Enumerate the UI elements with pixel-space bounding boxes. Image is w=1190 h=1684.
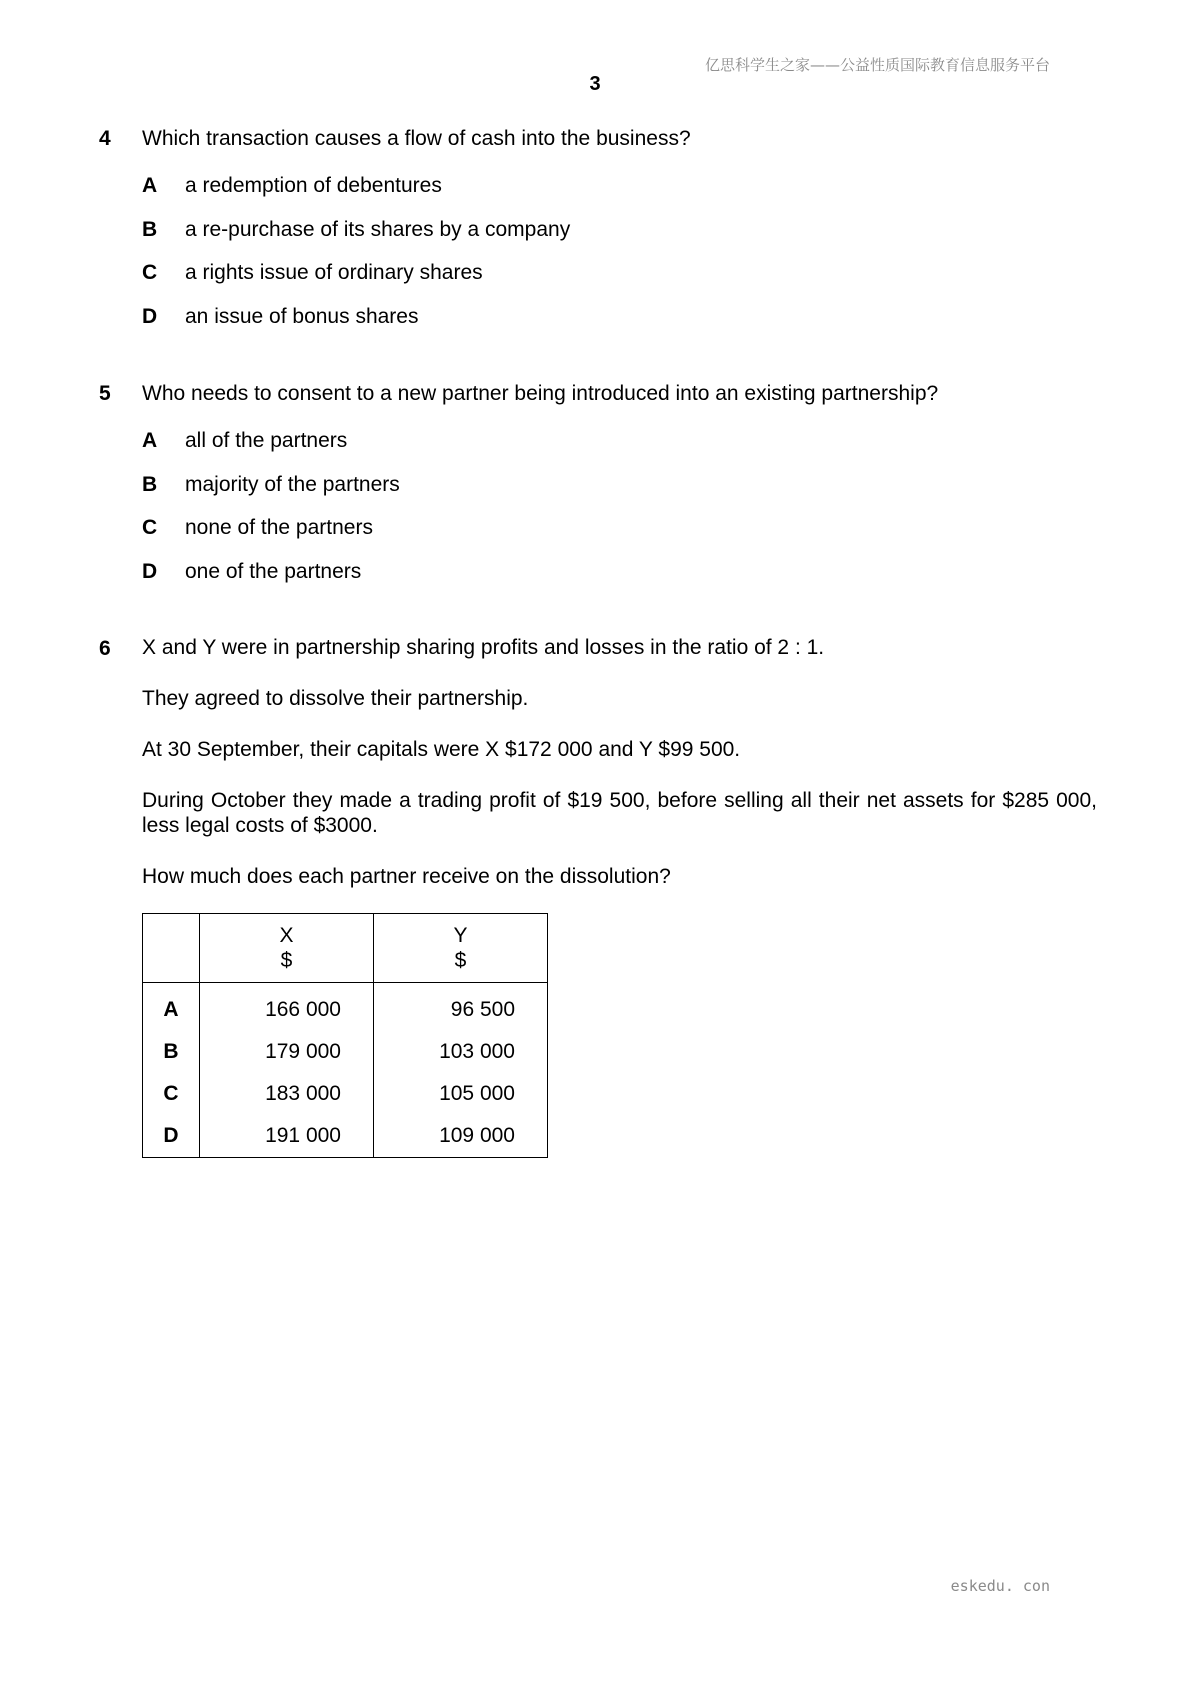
header-y-unit: $ [454,949,467,972]
option-letter-a: A [142,174,158,197]
page-number: 3 [589,73,601,95]
row-value-y: 109 000 [439,1124,515,1147]
row-value-x: 191 000 [200,1115,374,1158]
option-text-d: one of the partners [185,560,362,583]
table-header-blank [143,914,200,983]
question-paragraph-4: During October they made a trading profit of $19 500, before selling all their net assets for $285 000, less legal costs of $3000. [142,789,1097,837]
option-letter-b: B [142,473,158,496]
row-value-x: 166 000 [200,983,374,1032]
option-text-a: all of the partners [185,429,348,452]
option-letter-c: C [142,261,158,284]
option-text-a: a redemption of debentures [185,174,442,197]
table-header-x [200,914,374,983]
question-text: Who needs to consent to a new partner being introduced into an existing partnership? [142,382,939,405]
table-row [143,1115,548,1158]
option-letter-a: A [142,429,158,452]
header-x-unit: $ [280,949,293,972]
table-header-y [374,914,548,983]
option-text-b: a re-purchase of its shares by a company [185,218,571,241]
row-letter: C [143,1073,200,1115]
table-row [143,983,548,1032]
row-value-x: 179 000 [200,1031,374,1073]
header-x-name: X [279,924,294,947]
row-letter: D [143,1115,200,1158]
question-number: 4 [99,127,111,150]
question-text: Which transaction causes a flow of cash into the business? [142,127,691,150]
option-letter-d: D [142,305,158,328]
row-letter: A [143,983,200,1032]
header-y-name: Y [453,924,468,947]
table-row [143,1073,548,1115]
row-value-y: 96 500 [450,998,515,1021]
option-letter-c: C [142,516,158,539]
watermark-text: 亿思科学生之家——公益性质国际教育信息服务平台 [704,56,1050,74]
footer-watermark: eskedu. con [950,1577,1050,1595]
question-paragraph-2: They agreed to dissolve their partnership. [142,687,529,710]
table-row [143,1031,548,1073]
option-letter-d: D [142,560,158,583]
table-header-row [143,914,548,983]
question-number: 5 [99,382,111,405]
option-text-c: a rights issue of ordinary shares [185,261,483,284]
option-text-b: majority of the partners [185,473,400,496]
row-letter: B [143,1031,200,1073]
question-paragraph-3: At 30 September, their capitals were X $172 000 and Y $99 500. [142,738,741,761]
question-paragraph-1: X and Y were in partnership sharing profits and losses in the ratio of 2 : 1. [142,636,825,659]
row-value-y: 105 000 [439,1082,515,1105]
question-paragraph-5: How much does each partner receive on the dissolution? [142,865,671,888]
option-letter-b: B [142,218,158,241]
question-number: 6 [99,637,111,660]
option-text-d: an issue of bonus shares [185,305,419,328]
answer-table [142,913,548,1158]
row-value-x: 183 000 [200,1073,374,1115]
row-value-y: 103 000 [439,1040,515,1063]
option-text-c: none of the partners [185,516,373,539]
